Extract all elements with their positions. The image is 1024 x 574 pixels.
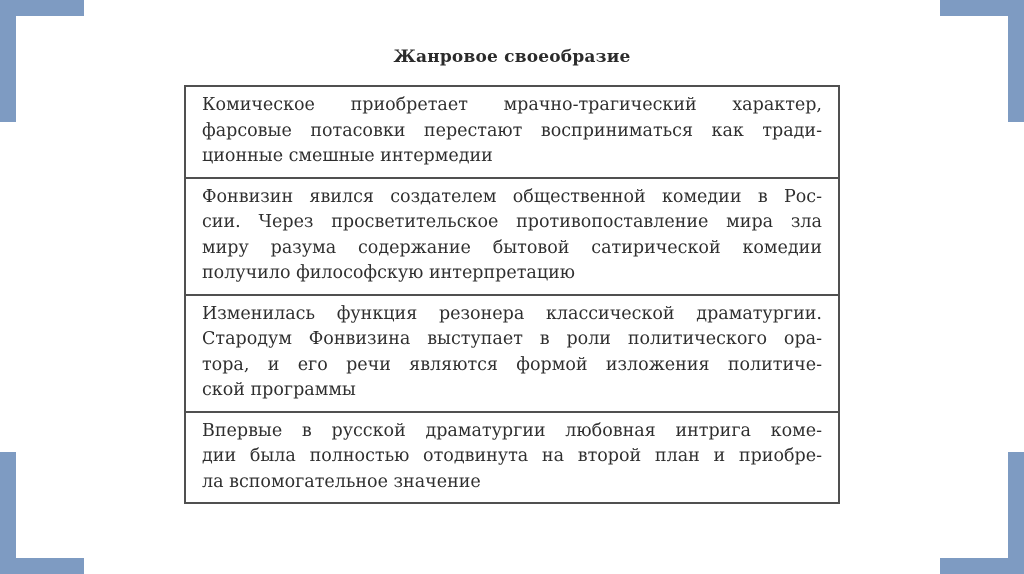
row-text-line: Впервые в русской драматургии любовная интрига коме- [202,420,822,441]
row-text-line: миру разума содержание бытовой сатирической комедии [202,237,822,258]
row-text-line: Изменилась функция резонера классической драматургии. [202,303,822,324]
corner-decoration-bottom-right [940,452,1024,574]
row-text-line: Комическое приобретает мрачно-трагический характер, [202,95,822,115]
table-row [186,294,838,411]
table-row [186,177,838,294]
corner-bar [1008,452,1024,574]
corner-decoration-top-left [0,0,84,122]
table-row [186,87,838,177]
row-text-line: Фонвизин явился создателем общественной комедии в Рос- [202,186,822,207]
row-text-line: ционные смешные интермедии [202,146,493,166]
row-text-line: сии. Через просветительское противопоставление мира зла [202,212,822,232]
corner-bar [0,0,16,122]
table-row [186,411,838,503]
row-text-line: ла вспомогательное значение [202,471,481,492]
corner-decoration-bottom-left [0,452,84,574]
row-text-line: получило философскую интерпретацию [202,263,576,283]
corner-decoration-top-right [940,0,1024,122]
genre-table [184,85,840,504]
row-text-line: ской программы [202,380,356,400]
row-text-line: тора, и его речи являются формой изложения политиче- [202,354,822,375]
row-text-line: фарсовые потасовки перестают восприниматься как тради- [202,120,822,141]
corner-bar [1008,0,1024,122]
page-title: Жанровое своеобразие [393,47,631,67]
row-text-line: Стародум Фонвизина выступает в роли политического ора- [202,329,822,349]
corner-bar [0,452,16,574]
row-text-line: дии была полностью отодвинута на второй план и приобре- [202,446,822,466]
